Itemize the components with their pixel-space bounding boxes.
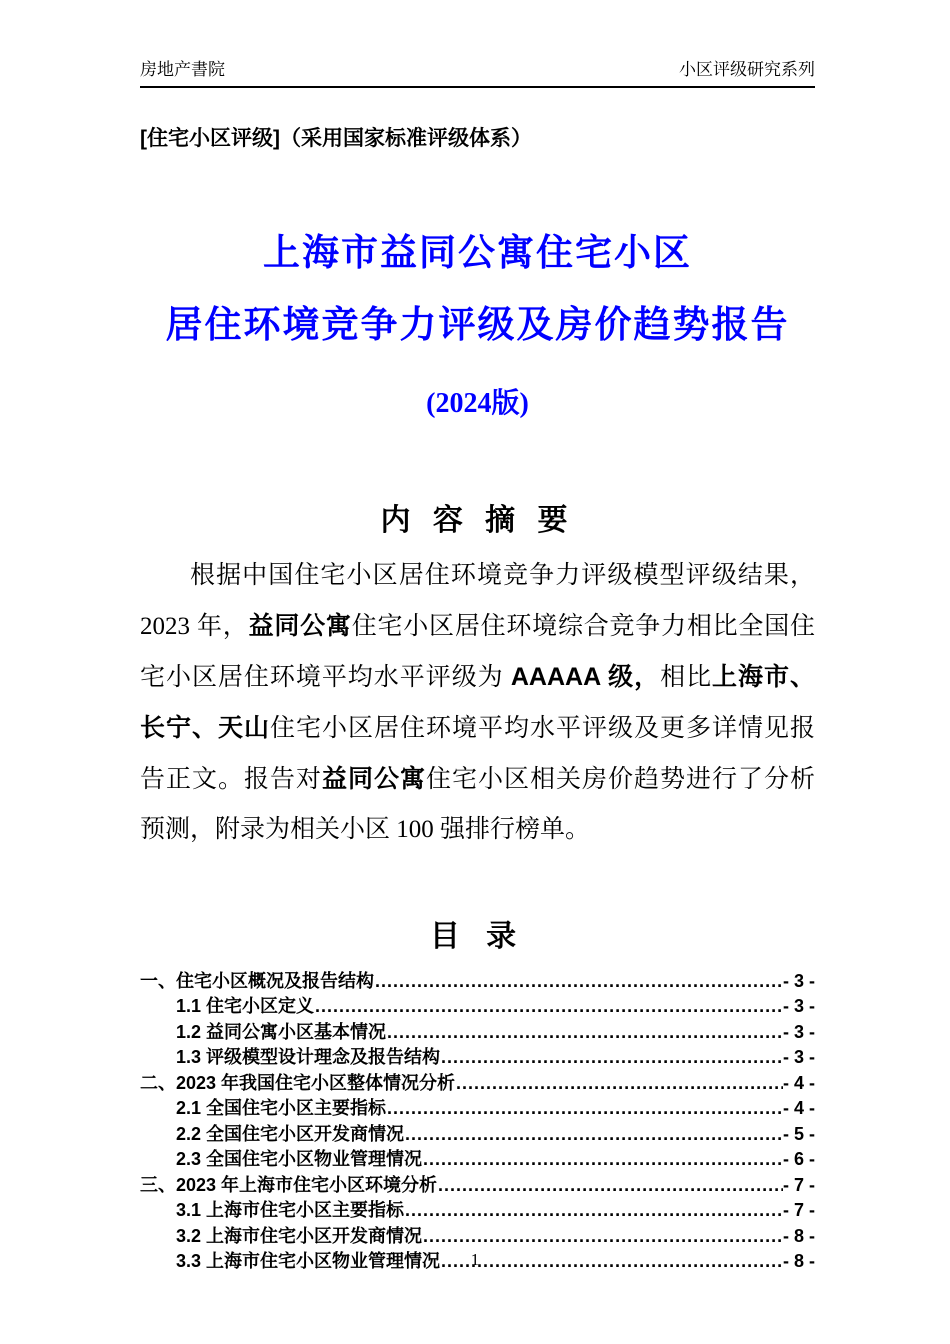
toc-dotted-leader <box>404 1198 783 1224</box>
report-edition: (2024版) <box>426 387 529 419</box>
toc-entry-label: 1.3 评级模型设计理念及报告结构 <box>176 1047 441 1068</box>
toc-entry <box>140 1020 815 1046</box>
toc-dotted-leader <box>422 1224 783 1250</box>
summary-text: 住宅小区居住环境平均水平评级及更多详情见报告正文。报告对 <box>140 714 815 793</box>
toc-list <box>140 969 815 1275</box>
toc-entry-label: 2.1 全国住宅小区主要指标 <box>176 1098 387 1119</box>
classification-line: [住宅小区评级]（采用国家标准评级体系） <box>140 126 532 150</box>
toc-entry <box>140 969 815 995</box>
summary-text: 住宅小区居住环境综合竞争力相比全国住宅小区居住环境平均水平评级为 <box>140 612 815 691</box>
toc-entry-label: 3.3 上海市住宅小区物业管理情况 <box>176 1251 441 1272</box>
toc-entry-page-number: - 7 - <box>782 1200 815 1221</box>
toc-entry-page-number: - 4 - <box>782 1072 815 1093</box>
toc-dotted-leader <box>455 1071 783 1097</box>
toc-entry-label: 三、2023 年上海市住宅小区环境分析 <box>140 1174 438 1195</box>
report-title-line2: 居住环境竞争力评级及房价趋势报告 <box>165 305 790 347</box>
toc-dotted-leader <box>314 994 783 1020</box>
toc-entry-page-number: - 3 - <box>782 996 815 1017</box>
report-title-line1: 上海市益同公寓住宅小区 <box>263 232 692 274</box>
toc-heading: 目 录 <box>429 919 526 953</box>
toc-entry <box>140 1122 815 1148</box>
toc-entry-page-number: - 8 - <box>782 1225 815 1246</box>
toc-entry <box>140 1147 815 1173</box>
toc-entry-label: 1.2 益同公寓小区基本情况 <box>176 1021 387 1042</box>
toc-entry-page-number: - 4 - <box>782 1098 815 1119</box>
toc-entry-page-number: - 8 - <box>782 1251 815 1272</box>
toc-entry-page-number: - 3 - <box>782 1047 815 1068</box>
toc-entry <box>140 1071 815 1097</box>
summary-heading: 内 容 摘 要 <box>380 503 575 537</box>
header-left-text: 房地产書院 <box>140 60 225 79</box>
footer-page-number: 1 <box>470 1250 480 1269</box>
toc-entry <box>140 1173 815 1199</box>
toc-dotted-leader <box>404 1122 783 1148</box>
summary-paragraph <box>140 551 815 855</box>
summary-text-bold: 益同公寓 <box>322 764 426 793</box>
summary-text-bold: 上海市、长宁、天山 <box>140 662 815 742</box>
toc-entry-label: 3.1 上海市住宅小区主要指标 <box>176 1200 405 1221</box>
toc-entry <box>140 1224 815 1250</box>
page-header <box>140 58 815 88</box>
toc-entry-page-number: - 7 - <box>782 1174 815 1195</box>
toc-dotted-leader <box>374 969 783 995</box>
summary-text: 根据中国住宅小区居住环境竞争力评级模型评级结果，2023 年， <box>140 561 815 640</box>
toc-dotted-leader <box>422 1147 783 1173</box>
summary-text-bold: 益同公寓 <box>248 611 352 640</box>
toc-entry-page-number: - 3 - <box>782 1021 815 1042</box>
toc-entry-page-number: - 3 - <box>782 970 815 991</box>
toc-entry-page-number: - 6 - <box>782 1149 815 1170</box>
toc-entry-label: 1.1 住宅小区定义 <box>176 996 315 1017</box>
toc-entry-label: 二、2023 年我国住宅小区整体情况分析 <box>140 1072 456 1093</box>
summary-text-bold: AAAAA 级， <box>510 662 661 691</box>
toc-entry <box>140 994 815 1020</box>
header-right-text: 小区评级研究系列 <box>679 60 815 79</box>
toc-entry <box>140 1198 815 1224</box>
toc-entry-label: 2.2 全国住宅小区开发商情况 <box>176 1123 405 1144</box>
toc-entry-label: 3.2 上海市住宅小区开发商情况 <box>176 1225 423 1246</box>
toc-entry-label: 一、住宅小区概况及报告结构 <box>140 970 374 991</box>
toc-dotted-leader <box>386 1096 783 1122</box>
summary-text: 住宅小区相关房价趋势进行了分析预测，附录为相关小区 100 强排行榜单。 <box>140 765 815 843</box>
toc-entry <box>140 1045 815 1071</box>
toc-entry <box>140 1096 815 1122</box>
toc-entry-page-number: - 5 - <box>782 1123 815 1144</box>
toc-entry-label: 2.3 全国住宅小区物业管理情况 <box>176 1149 423 1170</box>
toc-dotted-leader <box>440 1045 783 1071</box>
summary-text: 相比 <box>660 663 713 691</box>
toc-dotted-leader <box>386 1020 783 1046</box>
toc-dotted-leader <box>437 1173 783 1199</box>
